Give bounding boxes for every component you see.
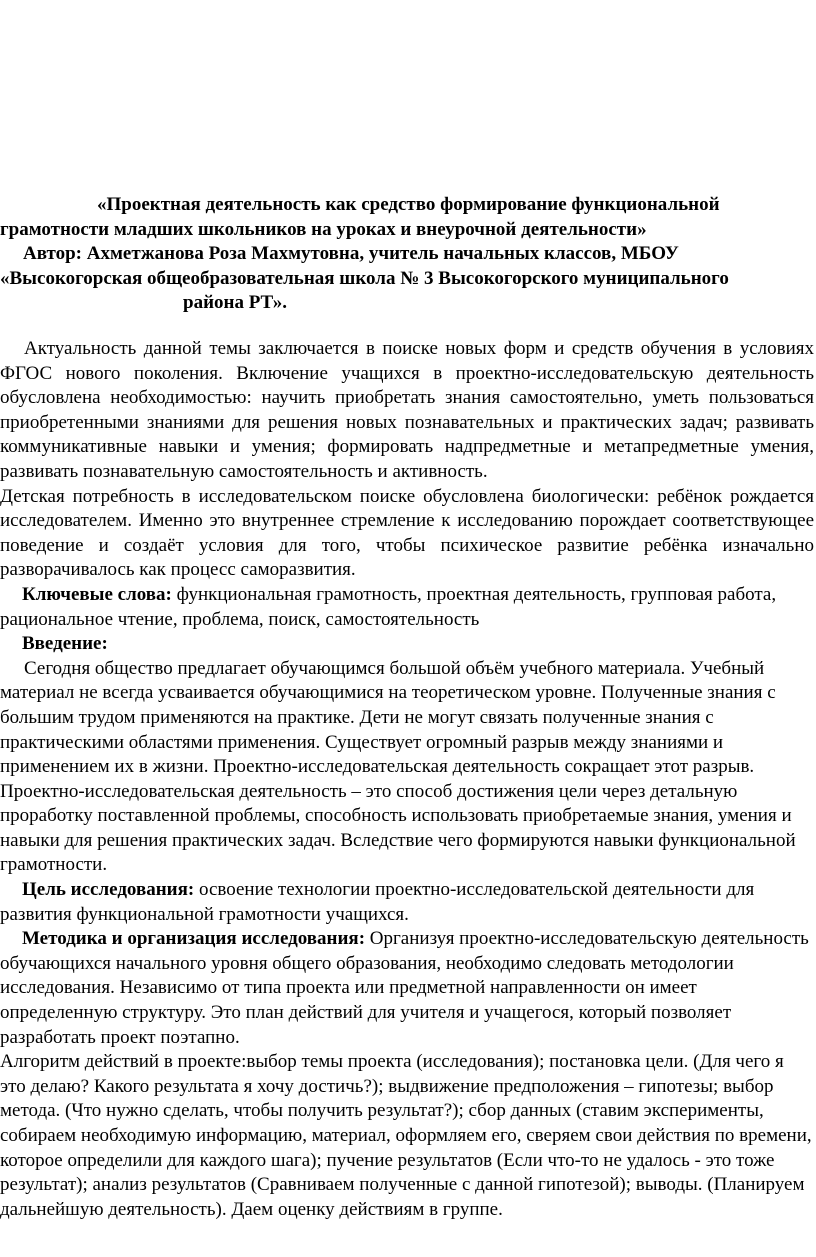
- title-line-2: грамотности младших школьников на уроках и внеурочной деятельности»: [0, 218, 647, 240]
- keywords-text: функциональная грамотность, проектная деятельность, групповая работа, рациональное чтение, проблема, поиск, самостоятельность: [0, 583, 777, 630]
- author-line-1: Автор: Ахметжанова Роза Махмутовна, учитель начальных классов, МБОУ: [23, 243, 679, 264]
- paragraph-keywords: [0, 583, 814, 632]
- paragraph-intro: Сегодня общество предлагает обучающимся большой объём учебного материала. Учебный материал не всегда усваивается обучающимися на теоретическом уровне. Полученные знания с большим трудом применяются на практике. Дети не могут связать полученные знания с практическими областями применения. Существует огромный разрыв между знаниями и применением их в жизни. Проектно-исследовательская деятельность сокращает этот разрыв. Проектно-исследовательская деятельность – это способ достижения цели через детальную проработку поставленной проблемы, способность использовать приобретаемые знания, умения и навыки для решения практических задач. Вследствие чего формируются навыки функциональной грамотности.: [0, 657, 796, 876]
- goal-text: освоение технологии проектно-исследовательской деятельности для развития функциональной грамотности учащихся.: [0, 879, 755, 925]
- title-line-1: «Проектная деятельность как средство формирование функциональной: [97, 194, 720, 215]
- method-text: Организуя проектно-исследовательскую деятельность обучающихся начального уровня общего образования, необходимо следовать методологии исследования. Независимо от типа проекта или предметной направленности он имеет определенную структуру. Это план действий для учителя и учащегося, который позволяет разработать проект поэтапно.: [0, 928, 809, 1048]
- paragraph-algorithm: Алгоритм действий в проекте:выбор темы проекта (исследования); постановка цели. (Для чего я это делаю? Какого результата я хочу достичь?); выдвижение предположения – гипотезы; выбор метода. (Что нужно сделать, чтобы получить результат?); сбор данных (ставим эксперименты, собираем необходимую информацию, материал, оформляем его, сверяем свои действия по времени, которое определили для каждого шага); пучение результатов (Если что-то не удалось - это тоже результат); анализ результатов (Сравниваем полученные с данной гипотезой); выводы. (Планируем дальнейшую деятельность). Даем оценку действиям в группе.: [0, 1051, 812, 1220]
- paragraph-child-need: Детская потребность в исследовательском поиске обусловлена биологически: ребёнок рождается исследователем. Именно это внутреннее стремление к исследованию порождает соответствующее поведение и создаёт условия для того, чтобы психическое развитие ребёнка изначально разворачивалось как процесс саморазвития.: [0, 485, 814, 581]
- goal-label: Цель исследования:: [22, 879, 195, 901]
- document-header: [0, 193, 816, 316]
- method-label: Методика и организация исследования:: [22, 928, 366, 950]
- paragraph-relevance: Актуальность данной темы заключается в поиске новых форм и средств обучения в условиях ФГОС нового поколения. Включение учащихся в проектно-исследовательскую деятельность обусловлена необходимостью: научить приобретать знания самостоятельно, уметь пользоваться приобретенными знаниями для решения новых познавательных и практических задач; развивать коммуникативные навыки и умения; формировать надпредметные и метапредметные умения, развивать познавательную самостоятельность и активность.: [0, 338, 814, 482]
- author-line-3: района РТ».: [183, 292, 287, 313]
- paragraph-goal: [0, 878, 814, 927]
- author-line-2: «Высокогорская общеобразовательная школа № 3 Высокогорского муниципального: [0, 267, 729, 289]
- paragraph-intro-heading: [0, 632, 814, 657]
- paragraph-method: [0, 927, 814, 1050]
- document-body: [0, 337, 814, 1222]
- keywords-label: Ключевые слова:: [22, 583, 172, 605]
- intro-label: Введение:: [22, 633, 108, 655]
